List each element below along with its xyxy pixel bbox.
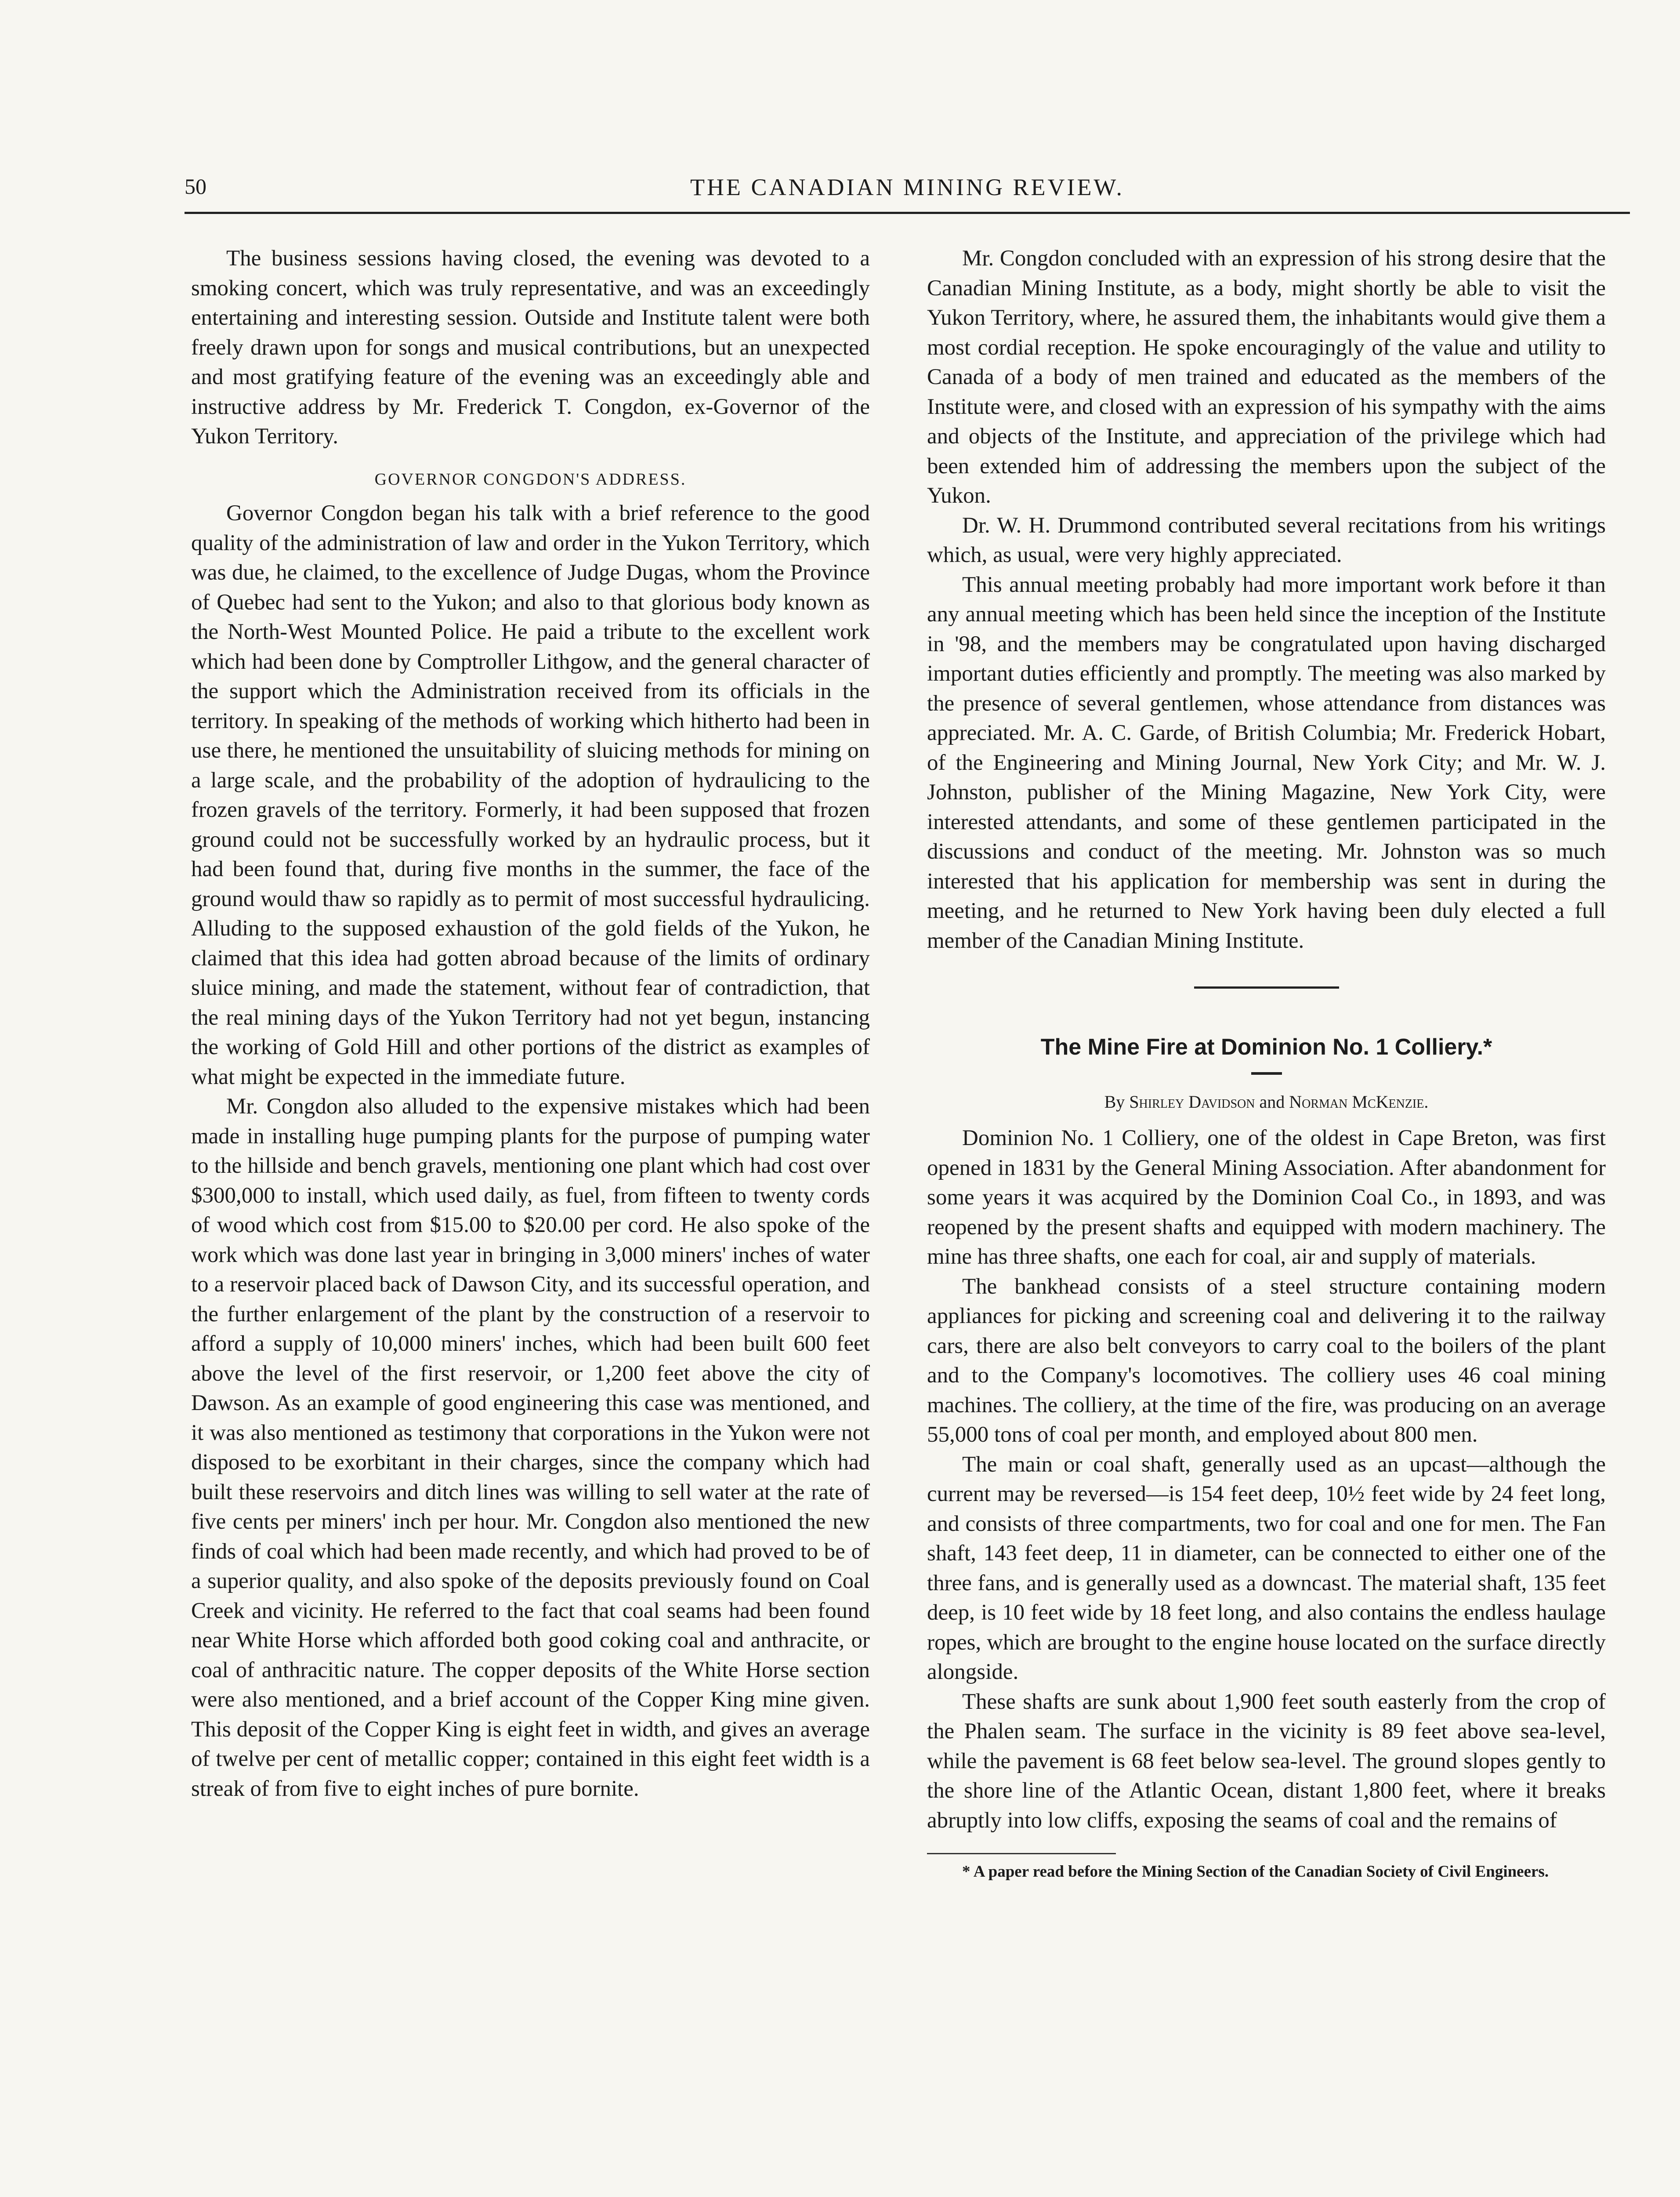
paragraph: Mr. Congdon also alluded to the expensive mistakes which had been made in installing huge pumping plants for the purpose of pumping water to the hillside and bench gravels, mentioning one plant which had cost over $300,000 to install, which used daily, as fuel, from fifteen to twenty cords of wood which cost from $15.00 to $20.00 per cord. He also spoke of the work which was done last year in bringing in 3,000 miners' inches of water to a reservoir placed back of Dawson City, and its successful operation, and the further enlargement of the plant by the construction of a reservoir to afford a supply of 10,000 miners' inches, which had been built 600 feet above the level of the first reservoir, or 1,200 feet above the city of Dawson. As an example of good engineering this case was mentioned, and it was also mentioned as testimony that corporations in the Yukon were not disposed to be exorbitant in their charges, since the company which had built these reservoirs and ditch lines was willing to sell water at the rate of five cents per miners' inch per hour. Mr. Congdon also mentioned the new finds of coal which had been made recently, and which had proved to be of a superior quality, and also spoke of the deposits previously found on Coal Creek and vicinity. He referred to the fact that coal seams had been found near White Horse which afforded both good coking coal and anthracite, or coal of anthracitic nature. The copper deposits of the White Horse section were also mentioned, and a brief account of the Copper King mine given. This deposit of the Copper King is eight feet in width, and gives an average of twelve per cent of metallic copper; contained in this eight feet width is a streak of from five to eight inches of pure bornite. [191, 1094, 870, 1801]
title-rule [1251, 1072, 1282, 1075]
author-name: Norman McKenzie. [1289, 1091, 1429, 1112]
page-number: 50 [185, 174, 206, 199]
author-name: Shirley Davidson [1129, 1091, 1255, 1112]
paragraph: Mr. Congdon concluded with an expression of his strong desire that the Canadian Mining Institute, as a body, might shortly be able to visit the Yukon Territory, where, he assured them, the inhabitants would give them a most cordial reception. He spoke encouragingly of the value and utility to Canada of a body of men trained and educated as the members of the Institute were, and closed with an expression of his sympathy with the aims and objects of the Institute, and appreciation of the privilege which had been extended him of addressing the members upon the subject of the Yukon. [927, 246, 1606, 508]
running-title: THE CANADIAN MINING REVIEW. [690, 174, 1124, 200]
footnote-rule [927, 1853, 1116, 1854]
paragraph: The bankhead consists of a steel structure containing modern appliances for picking and screening coal and delivering it to the railway cars, there are also belt conveyors to carry coal to the boilers of the plant and to the Company's locomotives. The colliery uses 46 coal mining machines. The colliery, at the time of the fire, was producing on an average 55,000 tons of coal per month, and employed about 800 men. [927, 1274, 1606, 1447]
article-title: The Mine Fire at Dominion No. 1 Colliery.* [1040, 1034, 1492, 1060]
byline [927, 1087, 1606, 1117]
section-heading: GOVERNOR CONGDON'S ADDRESS. [374, 470, 687, 489]
page-header [185, 174, 1630, 209]
paragraph: Governor Congdon began his talk with a brief reference to the good quality of the administration of law and order in the Yukon Territory, which was due, he claimed, to the excellence of Judge Dugas, whom the Province of Quebec had sent to the Yukon; and also to that glorious body known as the North-West Mounted Police. He paid a tribute to the excellent work which had been done by Comptroller Lithgow, and the general character of the support which the Administration received from its officials in the territory. In speaking of the methods of working which hitherto had been in use there, he mentioned the unsuitability of sluicing methods for mining on a large scale, and the probability of the adoption of hydraulicing to the frozen gravels of the territory. Formerly, it had been supposed that frozen ground could not be successfully worked by an hydraulic process, but it had been found that, during five months in the summer, the face of the ground would thaw so rapidly as to permit of most successful hydraulicing. Alluding to the supposed exhaustion of the gold fields of the Yukon, he claimed that this idea had gotten abroad because of the limits of ordinary sluice mining, and made the statement, without fear of contradiction, that the real mining days of the Yukon Territory had not yet begun, instancing the working of Gold Hill and other portions of the district as examples of what might be expected in the immediate future. [191, 501, 870, 1089]
byline-prefix: By [1104, 1091, 1125, 1112]
paragraph: The business sessions having closed, the evening was devoted to a smoking concert, which was truly representative, and was an exceedingly entertaining and interesting session. Outside and Institute talent were both freely drawn upon for songs and musical contributions, but an unexpected and most gratifying feature of the evening was an exceedingly able and instructive address by Mr. Frederick T. Congdon, ex-Governor of the Yukon Territory. [191, 246, 870, 449]
section-divider [1194, 986, 1339, 989]
right-column [927, 244, 1606, 1883]
header-rule [185, 212, 1630, 214]
left-column [191, 244, 870, 1804]
paragraph: This annual meeting probably had more important work before it than any annual meeting which has been held since the inception of the Institute in '98, and the members may be congratulated upon having discharged important duties efficiently and promptly. The meeting was also marked by the presence of several gentlemen, whose attendance from distances was appreciated. Mr. A. C. Garde, of British Columbia; Mr. Frederick Hobart, of the Engineering and Mining Journal, New York City; and Mr. W. J. Johnston, publisher of the Mining Magazine, New York City, were interested attendants, and some of these gentlemen participated in the discussions and conduct of the meeting. Mr. Johnston was so much interested that his application for membership was sent in during the meeting, and he returned to New York having been duly elected a full member of the Canadian Mining Institute. [927, 572, 1606, 953]
byline-join: and [1259, 1091, 1285, 1112]
paragraph: The main or coal shaft, generally used as an upcast—although the current may be reversed—is 154 feet deep, 10½ feet wide by 24 feet long, and consists of three compartments, two for coal and one for men. The Fan shaft, 143 feet deep, 11 in diameter, can be connected to either one of the three fans, and is generally used as a downcast. The material shaft, 135 feet deep, is 10 feet wide by 18 feet long, and also contains the endless haulage ropes, which are brought to the engine house located on the surface directly alongside. [927, 1452, 1606, 1684]
paragraph: Dr. W. H. Drummond contributed several recitations from his writings which, as usual, were very highly appreciated. [927, 513, 1606, 567]
paragraph: Dominion No. 1 Colliery, one of the oldest in Cape Breton, was first opened in 1831 by the General Mining Association. After abandonment for some years it was acquired by the Dominion Coal Co., in 1893, and was reopened by the present shafts and equipped with modern machinery. The mine has three shafts, one each for coal, air and supply of materials. [927, 1126, 1606, 1269]
footnote: * A paper read before the Mining Section of the Canadian Society of Civil Engineers. [962, 1863, 1549, 1881]
paragraph: These shafts are sunk about 1,900 feet south easterly from the crop of the Phalen seam. The surface in the vicinity is 89 feet above sea-level, while the pavement is 68 feet below sea-level. The ground slopes gently to the shore line of the Atlantic Ocean, distant 1,800 feet, where it breaks abruptly into low cliffs, exposing the seams of coal and the remains of [927, 1689, 1606, 1833]
